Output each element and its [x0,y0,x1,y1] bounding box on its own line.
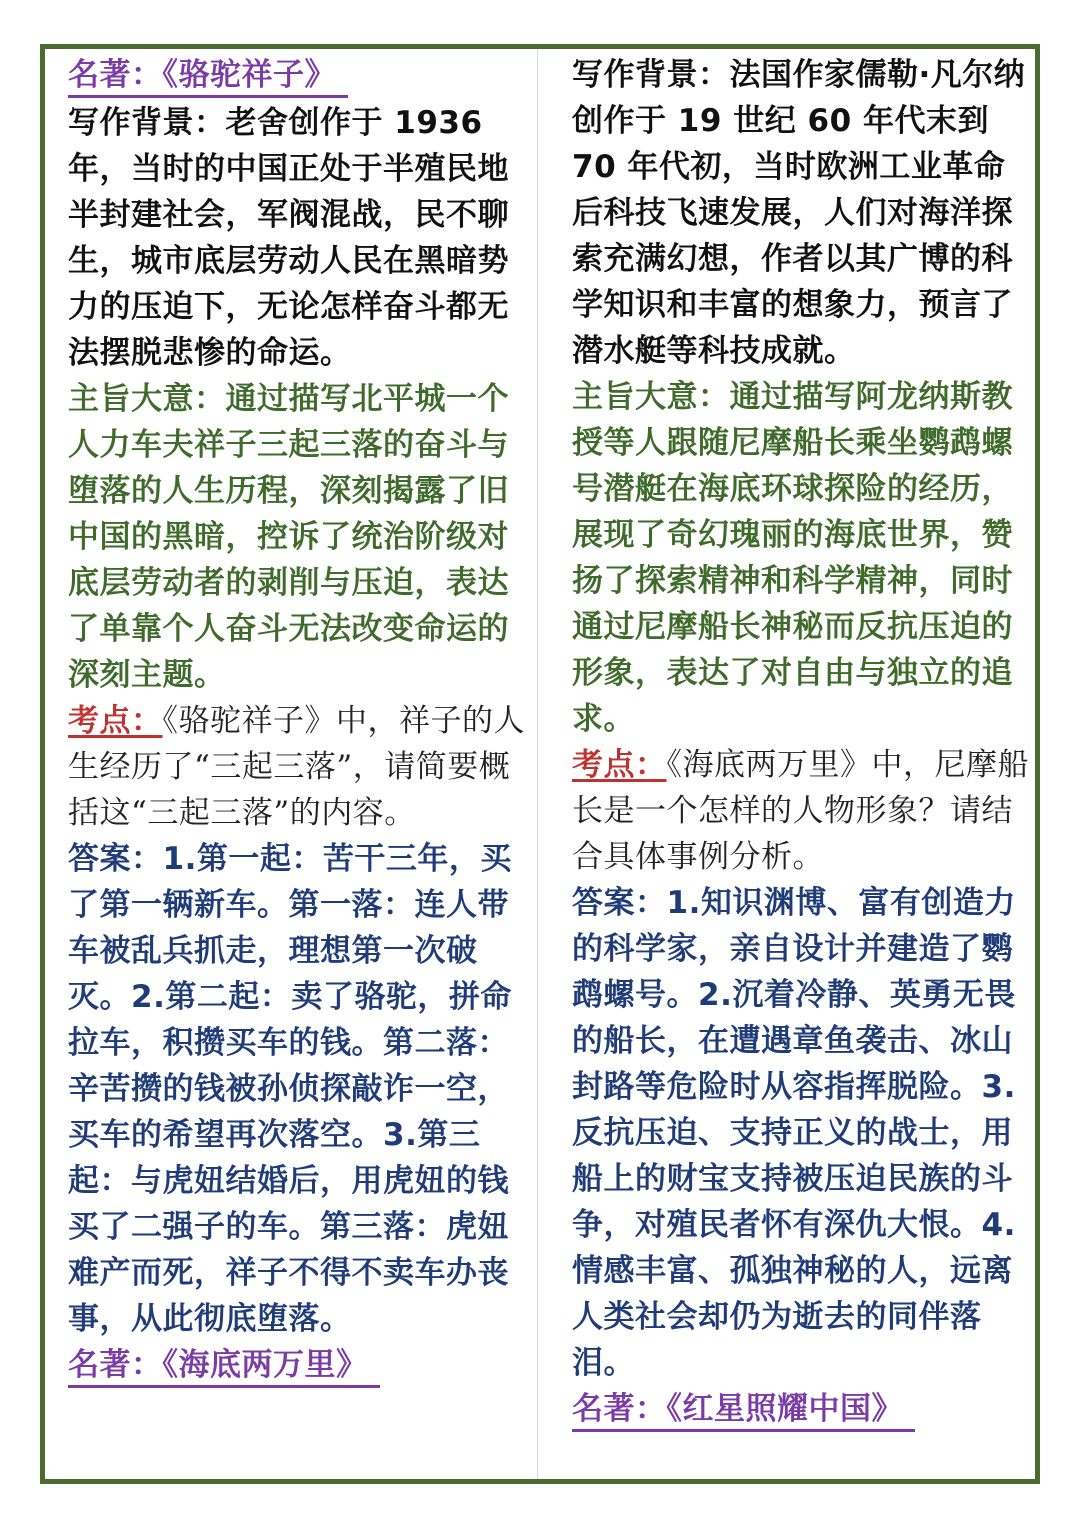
answer-text: 答案：1.第一起：苦干三年，买了第一辆新车。第一落：连人带车被乱兵抓走，理想第一次破灭。2.第二起：卖了骆驼，拼命拉车，积攒买车的钱。第二落：辛苦攒的钱被孙侦探敲诈一空，买车的希望再次落空。3.第三起：与虎妞结婚后，用虎妞的钱买了二强子的车。第三落：虎妞难产而死，祥子不得不卖车办丧事，从此彻底堕落。 [68,841,512,1337]
book-title-next: 名著：《海底两万里》 [68,1345,380,1388]
exam-question [572,742,1030,880]
book-title-next: 名著：《红星照耀中国》 [572,1389,915,1432]
answer-text: 答案：1.知识渊博、富有创造力的科学家，亲自设计并建造了鹦鹉螺号。2.沉着冷静、英勇无畏的船长，在遭遇章鱼袭击、冰山封路等危险时从容指挥脱险。3.反抗压迫、支持正义的战士，用船上的财宝支持被压迫民族的斗争，对殖民者怀有深仇大恨。4.情感丰富、孤独神秘的人，远离人类社会却仍为逝去的同伴落泪。 [572,885,1016,1381]
question-text: 《海底两万里》中，尼摩船长是一个怎样的人物形象？请结合具体事例分析。 [572,747,1029,875]
theme-text: 主旨大意：通过描写阿龙纳斯教授等人跟随尼摩船长乘坐鹦鹉螺号潜艇在海底环球探险的经历，展现了奇幻瑰丽的海底世界，赞扬了探索精神和科学精神，同时通过尼摩船长神秘而反抗压迫的形象，表达了对自由与独立的追求。 [572,379,1013,737]
kaodian-label: 考点： [68,703,163,739]
column-divider [537,49,538,1479]
kaodian-label: 考点： [572,747,667,783]
book-title-xiangzi: 名著：《骆驼祥子》 [68,55,348,98]
theme-text: 主旨大意：通过描写北平城一个人力车夫祥子三起三落的奋斗与堕落的人生历程，深刻揭露了旧中国的黑暗，控诉了统治阶级对底层劳动者的剥削与压迫，表达了单靠个人奋斗无法改变命运的深刻主题。 [68,381,509,693]
right-column [572,52,1030,1529]
background-text: 写作背景：老舍创作于 1936 年，当时的中国正处于半殖民地半封建社会，军阀混战，民不聊生，城市底层劳动人民在黑暗势力的压迫下，无论怎样奋斗都无法摆脱悲惨的命运。 [68,105,509,371]
background-text: 写作背景：法国作家儒勒·凡尔纳创作于 19 世纪 60 年代末到 70 年代初，当时欧洲工业革命后科技飞速发展，人们对海洋探索充满幻想，作者以其广博的科学知识和丰富的想象力，预言了潜水艇等科技成就。 [572,57,1026,369]
exam-question [68,698,526,836]
question-text: 《骆驼祥子》中，祥子的人生经历了“三起三落”，请简要概括这“三起三落”的内容。 [68,703,525,831]
left-column [68,52,526,1529]
